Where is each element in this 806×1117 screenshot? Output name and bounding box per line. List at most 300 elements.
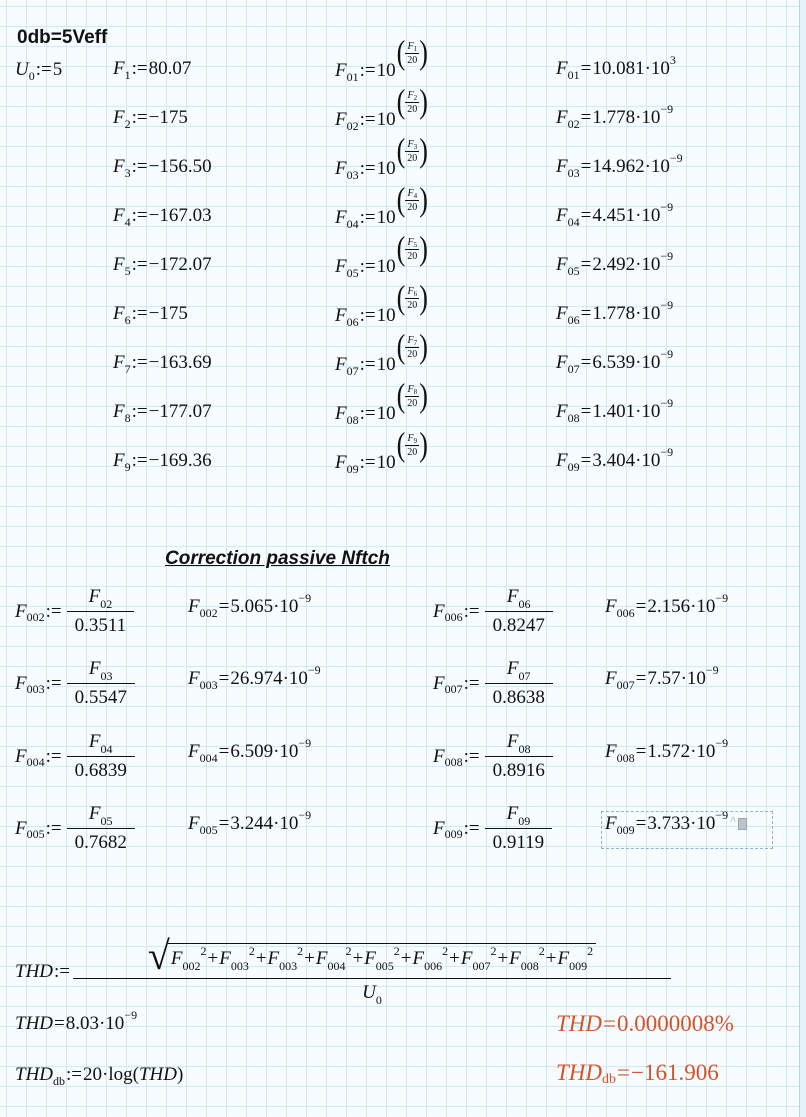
- fc-sub: 006: [444, 610, 463, 624]
- f0-sub: 02: [346, 118, 359, 133]
- thd-db-result-sub: db: [602, 1072, 617, 1087]
- f-definition[interactable]: [113, 352, 212, 374]
- f-definition[interactable]: [113, 58, 191, 80]
- thd-fraction: [73, 933, 671, 1007]
- assign-op: :=: [45, 817, 62, 839]
- fc-sub: 009: [616, 822, 635, 837]
- correction-definition[interactable]: [15, 731, 135, 782]
- exp-f-var: F: [407, 383, 414, 395]
- exp-f-var: F: [407, 285, 414, 297]
- times-ten: ·10: [635, 254, 661, 275]
- assign-op: :=: [359, 256, 376, 277]
- correction-result[interactable]: [188, 590, 312, 620]
- f0-definition[interactable]: [335, 327, 428, 378]
- times-ten: ·10: [690, 741, 716, 762]
- exponent-numerator: [405, 286, 419, 298]
- num-sub: 07: [518, 669, 531, 683]
- base-ten: 10: [376, 354, 396, 375]
- f0-sub: 02: [567, 116, 580, 131]
- exp-f-sub: 8: [413, 387, 418, 396]
- f-definition[interactable]: [113, 205, 212, 227]
- exponent-fraction: [405, 384, 419, 409]
- thd-denominator: [73, 978, 671, 1007]
- eval-op: =: [580, 58, 592, 79]
- f0-result[interactable]: [556, 297, 674, 327]
- f-value: −156.50: [148, 156, 212, 177]
- f0-var: F: [556, 205, 568, 226]
- exponent-numerator: [405, 237, 419, 249]
- f-var: F: [113, 107, 125, 128]
- num-sub: 03: [100, 669, 113, 683]
- thd-db-result-value: −161.906: [631, 1060, 719, 1085]
- eval-op: =: [218, 741, 230, 762]
- eval-op: =: [580, 254, 592, 275]
- result-exponent: −9: [660, 346, 674, 361]
- result-mantissa: 6.509: [230, 741, 274, 762]
- f0-var: F: [556, 352, 568, 373]
- num-var: F: [506, 803, 519, 824]
- f-sub: 2: [124, 116, 131, 131]
- num-var: F: [88, 803, 101, 824]
- exp-f-var: F: [407, 236, 414, 248]
- base-ten: 10: [376, 305, 396, 326]
- right-paren: ): [419, 425, 428, 464]
- times-ten: ·10: [644, 156, 670, 177]
- plus-op: +: [207, 948, 219, 969]
- correction-definition[interactable]: [15, 658, 135, 709]
- selected-region[interactable]: [601, 811, 773, 849]
- fc-var: F: [188, 596, 200, 617]
- thd-result[interactable]: [15, 1007, 138, 1035]
- result-mantissa: 26.974: [230, 668, 283, 689]
- radicand-var: F: [509, 948, 521, 969]
- u0-var: U: [362, 982, 376, 1003]
- eval-op: =: [218, 668, 230, 689]
- exp-f-sub: 6: [413, 289, 418, 298]
- thd-percent-value: 0.0000008%: [617, 1011, 734, 1036]
- f0-var: F: [556, 254, 568, 275]
- exponent-fraction: [405, 433, 419, 458]
- exp-f-sub: 7: [413, 338, 418, 347]
- result-exponent: −9: [660, 395, 674, 410]
- exp-f-var: F: [407, 187, 414, 199]
- times-ten: ·10: [273, 813, 299, 834]
- fc-sub: 007: [616, 677, 635, 692]
- fc-sub: 007: [444, 682, 463, 696]
- f-value: −177.07: [148, 401, 212, 422]
- fc-var: F: [188, 813, 200, 834]
- assign-op: :=: [359, 109, 376, 130]
- fc-var: F: [15, 745, 27, 767]
- thd-db-sub: db: [53, 1073, 66, 1088]
- assign-op: :=: [359, 354, 376, 375]
- fc-var: F: [605, 668, 617, 689]
- result-exponent: −9: [715, 590, 729, 605]
- f0-var: F: [556, 156, 568, 177]
- plus-op: +: [545, 948, 557, 969]
- worksheet-right-edge: [799, 0, 806, 1117]
- exp-f-sub: 2: [413, 93, 418, 102]
- assign-op: :=: [45, 672, 62, 694]
- assign-op: :=: [45, 600, 62, 622]
- result-exponent: −9: [660, 199, 674, 214]
- fc-sub: 008: [444, 755, 463, 769]
- base-ten: 10: [376, 109, 396, 130]
- fraction-numerator: [503, 586, 535, 611]
- num-sub: 09: [518, 814, 531, 828]
- exponent-denominator: 20: [407, 103, 418, 115]
- sqrt-icon: √: [147, 933, 170, 978]
- f0-var: F: [335, 354, 347, 375]
- correction-fraction: [485, 803, 553, 854]
- exponent-numerator: [405, 188, 419, 200]
- fraction-numerator: [85, 803, 117, 828]
- thd-def-var: THD: [15, 960, 54, 982]
- eval-op: =: [580, 156, 592, 177]
- eval-op: =: [635, 813, 647, 834]
- fc-sub: 003: [199, 677, 218, 692]
- correction-result[interactable]: [605, 735, 729, 765]
- radicand-sub: 006: [424, 959, 443, 973]
- f-value: −175: [148, 303, 188, 324]
- f-sub: 6: [124, 312, 131, 327]
- exponent: [396, 425, 428, 464]
- f-definition[interactable]: [113, 254, 212, 276]
- f-var: F: [113, 450, 125, 471]
- fraction-denominator: 0.3511: [67, 611, 135, 637]
- square-exp: 2: [297, 944, 304, 958]
- exponent: [396, 278, 428, 317]
- correction-result[interactable]: [188, 662, 321, 692]
- result-exponent: −9: [715, 735, 729, 750]
- assign-op: :=: [359, 207, 376, 228]
- right-paren: ): [419, 82, 428, 121]
- radicand-sub: 004: [327, 959, 346, 973]
- eval-op: =: [635, 668, 647, 689]
- f-var: F: [113, 352, 125, 373]
- sqrt: [147, 933, 596, 978]
- f0-result[interactable]: [556, 52, 676, 82]
- fc-var: F: [188, 741, 200, 762]
- eval-op: =: [635, 741, 647, 762]
- exponent-fraction: [405, 286, 419, 311]
- num-sub: 04: [100, 742, 113, 756]
- right-paren: ): [419, 33, 428, 72]
- num-sub: 08: [518, 742, 531, 756]
- eval-op: =: [218, 813, 230, 834]
- exponent-denominator: 20: [407, 397, 418, 409]
- assign-op: :=: [66, 1064, 83, 1085]
- fc-var: F: [605, 741, 617, 762]
- exponent-numerator: [405, 433, 419, 445]
- fraction-denominator: 0.8247: [485, 611, 553, 637]
- correction-fraction: [67, 731, 135, 782]
- f-definition[interactable]: [113, 303, 188, 325]
- result-mantissa: 7.57: [647, 668, 681, 689]
- radicand-sub: 009: [569, 959, 588, 973]
- f0-sub: 09: [567, 459, 580, 474]
- eval-op: =: [603, 1011, 616, 1036]
- square-exp: 2: [345, 944, 352, 958]
- f0-var: F: [335, 452, 347, 473]
- plus-op: +: [449, 948, 460, 969]
- times-ten: ·10: [644, 58, 670, 79]
- times-ten: ·10: [635, 352, 661, 373]
- base-ten: 10: [376, 60, 396, 81]
- base-ten: 10: [376, 256, 396, 277]
- exponent-fraction: [405, 335, 419, 360]
- radicand-sub: 003: [230, 959, 249, 973]
- exponent: [396, 229, 428, 268]
- square-exp: 2: [393, 944, 400, 958]
- correction-fraction: [67, 658, 135, 709]
- correction-result[interactable]: [188, 807, 312, 837]
- fraction-denominator: 0.7682: [67, 828, 135, 854]
- f0-definition[interactable]: [335, 376, 428, 427]
- times-ten: ·10: [98, 1013, 125, 1034]
- base-ten: 10: [376, 403, 396, 424]
- f0-result[interactable]: [556, 199, 674, 229]
- fraction-denominator: 0.8638: [485, 683, 553, 709]
- u0-definition[interactable]: [15, 59, 62, 81]
- f0-var: F: [556, 303, 568, 324]
- f-sub: 4: [124, 214, 131, 229]
- exp-f-sub: 5: [413, 240, 418, 249]
- f-sub: 1: [124, 67, 131, 82]
- f0-result[interactable]: [556, 444, 674, 474]
- fc-sub: 008: [616, 750, 635, 765]
- fc-sub: 006: [616, 605, 635, 620]
- thd-definition[interactable]: [15, 933, 671, 1007]
- left-paren: (: [396, 33, 406, 72]
- f-var: F: [113, 156, 125, 177]
- left-paren: (: [396, 327, 406, 366]
- f0-var: F: [556, 401, 568, 422]
- eval-op: =: [580, 450, 592, 471]
- radicand-sub: 005: [375, 959, 394, 973]
- assign-op: :=: [463, 600, 480, 622]
- exponent-denominator: 20: [407, 446, 418, 458]
- f0-definition[interactable]: [335, 131, 428, 182]
- f-var: F: [113, 401, 125, 422]
- assign-op: :=: [131, 156, 148, 177]
- f0-result[interactable]: [556, 248, 674, 278]
- f-sub: 8: [124, 410, 131, 425]
- f-definition[interactable]: [113, 401, 212, 423]
- f-var: F: [113, 303, 125, 324]
- fc-var: F: [433, 672, 445, 694]
- assign-op: :=: [131, 450, 148, 471]
- right-paren: ): [419, 376, 428, 415]
- correction-fraction: [485, 586, 553, 637]
- correction-fraction: [67, 586, 135, 637]
- correction-definition[interactable]: [15, 803, 135, 854]
- fraction-numerator: [503, 803, 535, 828]
- result-exponent: −9: [298, 590, 312, 605]
- exponent: [396, 376, 428, 415]
- correction-definition[interactable]: [433, 586, 553, 637]
- correction-result[interactable]: [605, 590, 729, 620]
- fc-sub: 004: [199, 750, 218, 765]
- exp-f-sub: 1: [413, 44, 418, 53]
- thd-var: THD: [15, 1013, 54, 1034]
- result-exponent: −9: [298, 735, 312, 750]
- num-var: F: [88, 731, 101, 752]
- times-ten: ·10: [680, 668, 706, 689]
- num-var: F: [506, 658, 519, 679]
- thd-db-result[interactable]: [556, 1060, 719, 1086]
- correction-fraction: [485, 658, 553, 709]
- result-exponent: −9: [298, 807, 312, 822]
- fc-var: F: [433, 745, 445, 767]
- thd-percent-result[interactable]: [556, 1011, 734, 1037]
- right-paren: ): [419, 229, 428, 268]
- correction-result[interactable]: [188, 735, 312, 765]
- fc-sub: 009: [444, 827, 463, 841]
- correction-fraction: [67, 803, 135, 854]
- f0-definition[interactable]: [335, 278, 428, 329]
- eval-op: =: [635, 596, 647, 617]
- f-sub: 9: [124, 459, 131, 474]
- result-mantissa: 1.401: [592, 401, 636, 422]
- f0-result[interactable]: [556, 346, 674, 376]
- exponent-fraction: [405, 237, 419, 262]
- f-definition[interactable]: [113, 450, 212, 472]
- left-paren: (: [396, 376, 406, 415]
- f0-definition[interactable]: [335, 33, 428, 84]
- times-ten: ·10: [273, 596, 299, 617]
- result-mantissa: 1.778: [592, 107, 636, 128]
- f0-definition[interactable]: [335, 82, 428, 133]
- correction-definition[interactable]: [433, 658, 553, 709]
- radicand-var: F: [364, 948, 376, 969]
- exponent-denominator: 20: [407, 250, 418, 262]
- thd-db-definition[interactable]: [15, 1064, 183, 1086]
- right-paren: ): [419, 180, 428, 219]
- result-exponent: −9: [307, 662, 321, 677]
- exp-f-var: F: [407, 138, 414, 150]
- assign-op: :=: [359, 452, 376, 473]
- fraction-numerator: [85, 586, 117, 611]
- correction-definition[interactable]: [433, 731, 553, 782]
- f0-var: F: [335, 60, 347, 81]
- f0-sub: 01: [567, 67, 580, 82]
- f0-var: F: [556, 107, 568, 128]
- base-ten: 10: [376, 207, 396, 228]
- assign-op: :=: [463, 672, 480, 694]
- result-exponent: −9: [669, 150, 683, 165]
- result-exponent: −9: [660, 297, 674, 312]
- exponent: [396, 131, 428, 170]
- correction-definition[interactable]: [15, 586, 134, 637]
- f-definition[interactable]: [113, 156, 212, 178]
- eval-op: =: [580, 401, 592, 422]
- assign-op: :=: [131, 58, 148, 79]
- f-sub: 5: [124, 263, 131, 278]
- exponent-numerator: [405, 139, 419, 151]
- radicand-sub: 007: [472, 959, 491, 973]
- assign-op: :=: [131, 254, 148, 275]
- correction-fraction: [485, 731, 553, 782]
- section-title: Correction passive Nftch: [165, 548, 390, 569]
- plus-op: +: [255, 948, 267, 969]
- times-ten: ·10: [282, 668, 308, 689]
- fc-sub: 004: [26, 755, 45, 769]
- u0-var: U: [15, 59, 29, 80]
- exponent: [396, 82, 428, 121]
- assign-op: :=: [463, 745, 480, 767]
- f0-sub: 06: [346, 314, 359, 329]
- assign-op: :=: [131, 205, 148, 226]
- assign-op: :=: [359, 60, 376, 81]
- f-value: −163.69: [148, 352, 212, 373]
- f0-var: F: [335, 256, 347, 277]
- f0-definition[interactable]: [335, 180, 428, 231]
- exponent: [396, 33, 428, 72]
- radicand-var: F: [557, 948, 570, 969]
- f0-sub: 01: [346, 69, 359, 84]
- radicand-sub: 002: [182, 959, 201, 973]
- f0-var: F: [335, 207, 347, 228]
- fraction-numerator: [85, 731, 117, 756]
- correction-result[interactable]: [605, 662, 719, 692]
- eval-op: =: [617, 1060, 630, 1085]
- f0-definition[interactable]: [335, 425, 428, 476]
- f0-sub: 09: [346, 461, 359, 476]
- result-exponent: −9: [705, 662, 719, 677]
- result-mantissa: 4.451: [592, 205, 636, 226]
- f0-sub: 03: [567, 165, 580, 180]
- radicand: [168, 943, 596, 973]
- result-exponent: −9: [660, 248, 674, 263]
- exponent-numerator: [405, 41, 419, 53]
- eval-op: =: [580, 107, 592, 128]
- left-paren: (: [396, 131, 406, 170]
- thd-db-var: THD: [15, 1064, 54, 1085]
- f0-result[interactable]: [556, 101, 674, 131]
- f0-result[interactable]: [556, 150, 683, 180]
- exp-f-var: F: [407, 89, 414, 101]
- log-expr-pre: 20·log(: [83, 1064, 139, 1085]
- square-exp: 2: [442, 944, 449, 958]
- f-definition[interactable]: [113, 107, 188, 129]
- f-sub: 7: [124, 361, 131, 376]
- f0-var: F: [556, 58, 568, 79]
- f0-result[interactable]: [556, 395, 674, 425]
- result-exponent: −9: [660, 101, 674, 116]
- fc-var: F: [605, 813, 617, 834]
- result-mantissa: 3.733: [647, 813, 691, 834]
- f0-var: F: [556, 450, 568, 471]
- f0-definition[interactable]: [335, 229, 428, 280]
- f0-sub: 04: [346, 216, 359, 231]
- times-ten: ·10: [635, 450, 661, 471]
- fraction-numerator: [503, 658, 535, 683]
- f-value: −175: [148, 107, 188, 128]
- exponent-denominator: 20: [407, 348, 418, 360]
- exp-f-sub: 9: [413, 436, 418, 445]
- f-var: F: [113, 254, 125, 275]
- square-exp: 2: [248, 944, 255, 958]
- f0-sub: 08: [346, 412, 359, 427]
- f-value: −172.07: [148, 254, 212, 275]
- assign-op: :=: [463, 817, 480, 839]
- assign-op: :=: [359, 305, 376, 326]
- f-var: F: [113, 205, 125, 226]
- exponent-denominator: 20: [407, 201, 418, 213]
- exp-f-var: F: [407, 40, 414, 52]
- correction-definition[interactable]: [433, 803, 552, 854]
